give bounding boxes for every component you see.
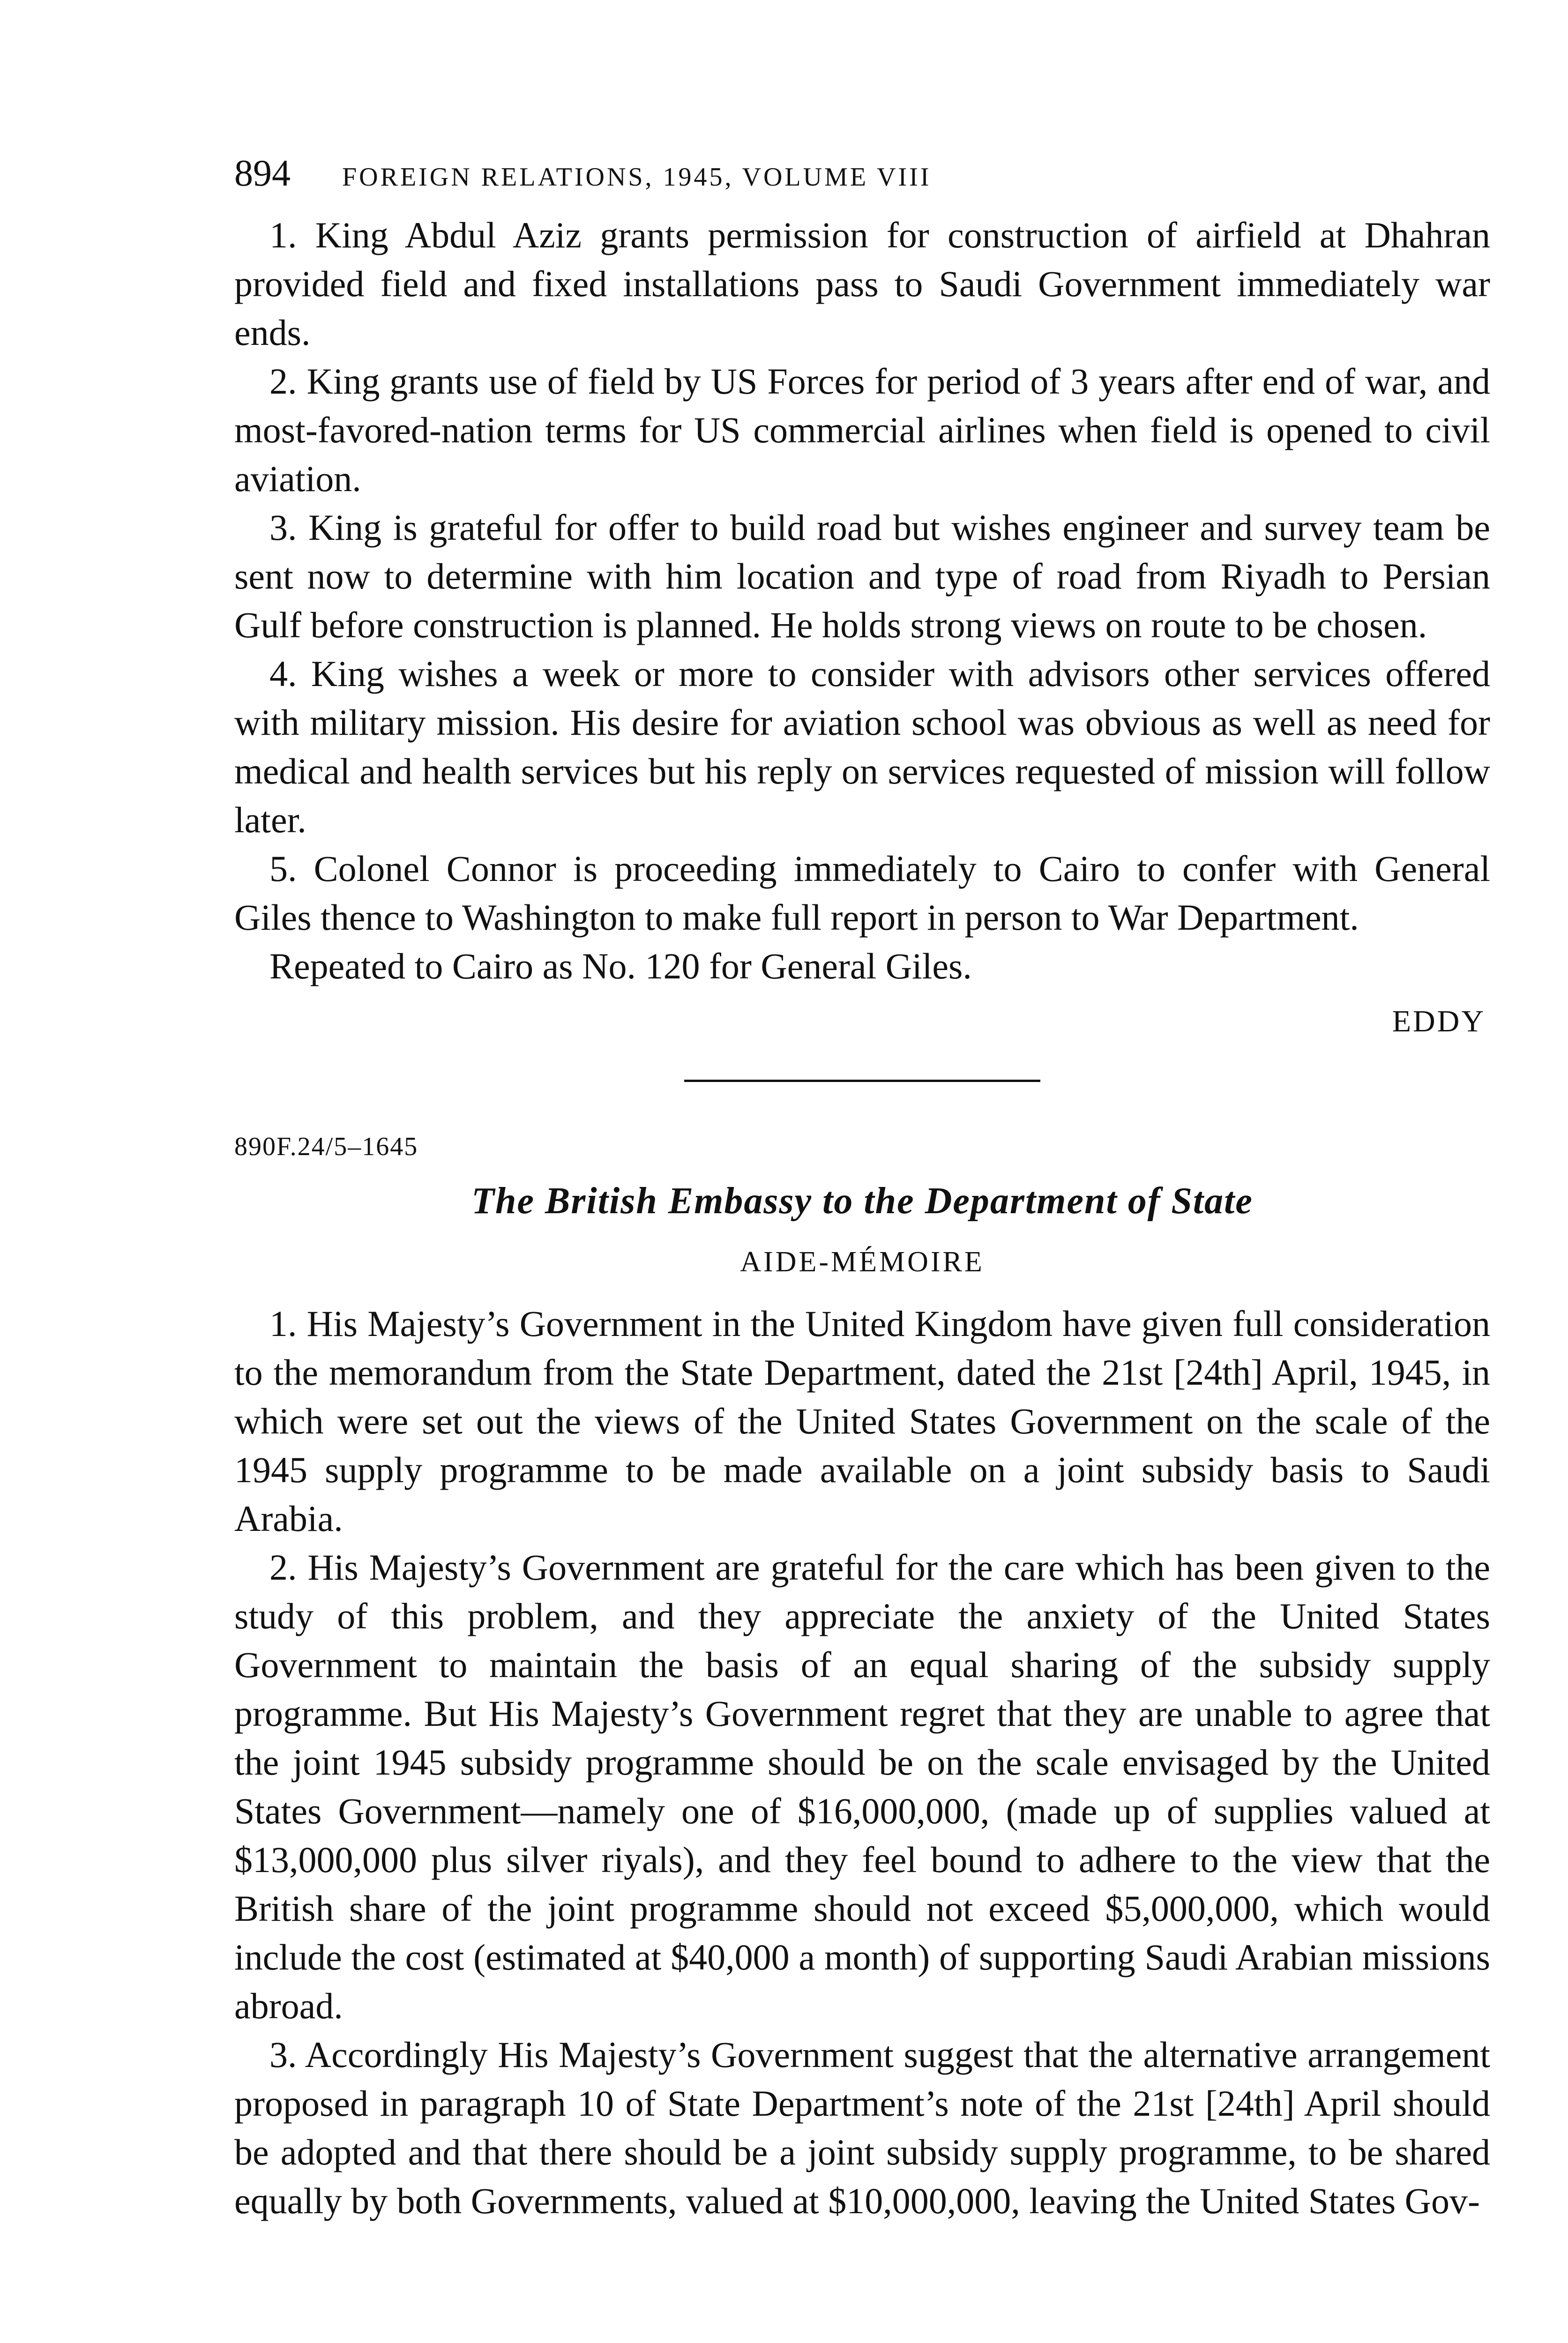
telegram-body <box>234 211 1490 1039</box>
signature: EDDY <box>1392 1004 1486 1038</box>
running-head: FOREIGN RELATIONS, 1945, VOLUME VIII <box>342 163 932 192</box>
telegram-paragraph-2: 2. King grants use of field by US Forces for period of 3 years after end of war, and most-favored-nation terms for US commercial airlines when field is opened to civil aviation. <box>234 361 1490 499</box>
aide-memoire-paragraph-3: 3. Accordingly His Majesty’s Government suggest that the alternative arrangement proposed in paragraph 10 of State Department’s note of the 21st [24th] April should be adopted and that there should be a joint subsidy supply programme, to be shared equally by both Governments, valued at $10,000,000, leaving the United States Gov- <box>234 2034 1490 2221</box>
telegram-paragraph-3: 3. King is grateful for offer to build road but wishes engineer and survey team be sent now to determine with him location and type of road from Riyadh to Persian Gulf before construction is planned. He holds strong views on route to be chosen. <box>234 507 1490 645</box>
document-page <box>234 155 1490 2225</box>
telegram-paragraph-5: 5. Colonel Connor is proceeding immediately to Cairo to confer with General Giles thence to Washington to make full report in person to War Department. <box>234 848 1490 938</box>
section-divider <box>684 1080 1040 1082</box>
file-number: 890F.24/5–1645 <box>234 1132 418 1161</box>
document-title: The British Embassy to the Department of State <box>471 1180 1253 1222</box>
page-number: 894 <box>234 153 291 194</box>
aide-memoire-paragraph-2: 2. His Majesty’s Government are grateful for the care which has been given to the study of this problem, and they appreciate the anxiety of the United States Government to maintain the basis of an equal sharing of the subsidy supply programme. But His Majesty’s Government regret that they are unable to agree that the joint 1945 subsidy programme should be on the scale envisaged by the United States Government—namely one of $16,000,000, (made up of supplies valued at $13,000,000 plus silver riyals), and they feel bound to adhere to the view that the British share of the joint programme should not exceed $5,000,000, which would include the cost (estimated at $40,000 a month) of supporting Saudi Arabian missions abroad. <box>234 1547 1490 2026</box>
document-type: AIDE-MÉMOIRE <box>740 1246 985 1278</box>
aide-memoire-paragraph-1: 1. His Majesty’s Government in the United Kingdom have given full consideration to the memorandum from the State Department, dated the 21st [24th] April, 1945, in which were set out the views of the United States Government on the scale of the 1945 supply programme to be made available on a joint subsidy basis to Saudi Arabia. <box>234 1303 1490 1539</box>
page-header <box>234 155 1490 211</box>
telegram-repeated-note: Repeated to Cairo as No. 120 for General Giles. <box>269 946 972 986</box>
telegram-paragraph-1: 1. King Abdul Aziz grants permission for construction of airfield at Dhahran provided field and fixed installations pass to Saudi Government immediately war ends. <box>234 215 1490 353</box>
telegram-paragraph-4: 4. King wishes a week or more to consider with advisors other services offered with military mission. His desire for aviation school was obvious as well as need for medical and health services but his reply on services requested of mission will follow later. <box>234 653 1490 840</box>
aide-memoire-body <box>234 1299 1490 2225</box>
